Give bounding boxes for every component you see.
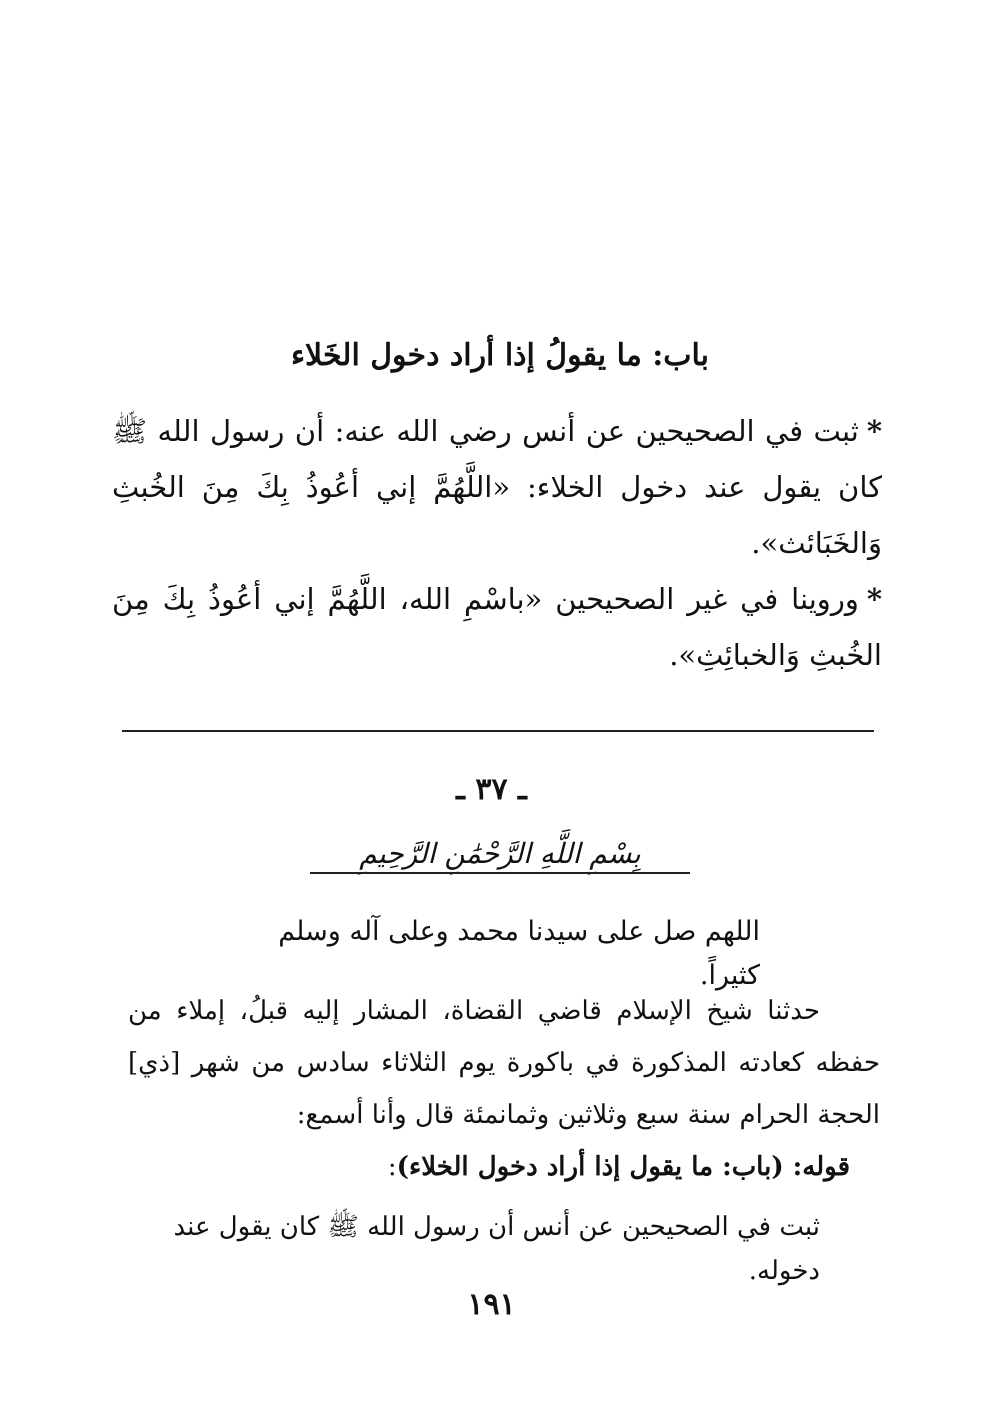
commentary-quote: (باب: ما يقول إذا أراد دخول الخلاء): [396, 1152, 784, 1182]
commentary-text: ثبت في الصحيحين عن أنس أن رسول الله ﷺ كان يقول عند دخوله.: [173, 1212, 820, 1286]
page-number: ١٩١: [467, 1287, 516, 1322]
section-divider: [122, 730, 874, 732]
hadith-text-1: ثبت في الصحيحين عن أنس رضي الله عنه: أن رسول الله ﷺ كان يقول عند دخول الخلاء: «اللَّهُمَّ إني أعُوذُ بِكَ مِنَ الخُبثِ وَالخَبَائث».: [112, 414, 882, 560]
hadith-text-2: وروينا في غير الصحيحين «باسْمِ الله، اللَّهُمَّ إني أعُوذُ بِكَ مِنَ الخُبثِ وَالخبائِثِ».: [112, 582, 882, 672]
basmala-calligraphy: [290, 832, 710, 882]
manuscript-page-marker: ـ ٣٧ ـ: [456, 772, 527, 807]
chapter-title: باب: ما يقولُ إذا أراد دخول الخَلاء: [290, 338, 710, 373]
bullet-asterisk: *: [866, 414, 882, 448]
commentary-lead: قوله:: [783, 1152, 850, 1182]
commentary-colon: :: [387, 1152, 397, 1182]
commentary-heading: [300, 1145, 850, 1189]
bullet-asterisk: *: [866, 582, 882, 616]
narration-paragraph: حدثنا شيخ الإسلام قاضي القضاة، المشار إليه قبلُ، إملاء من حفظه كعادته المذكورة في باكورة يوم الثلاثاء سادس من شهر [ذي] الحجة الحرام سنة سبع وثلاثين وثمانمئة قال وأنا أسمع:: [128, 996, 880, 1130]
basmala-underline: [310, 872, 690, 874]
hadith-paragraph-2: [112, 571, 882, 683]
salawat-line: اللهم صل على سيدنا محمد وعلى آله وسلم كثيراً.: [278, 916, 760, 991]
hadith-paragraph-1: [112, 403, 882, 571]
basmala-text: بِسْمِ اللَّهِ الرَّحْمَٰنِ الرَّحِيمِ: [359, 837, 641, 870]
